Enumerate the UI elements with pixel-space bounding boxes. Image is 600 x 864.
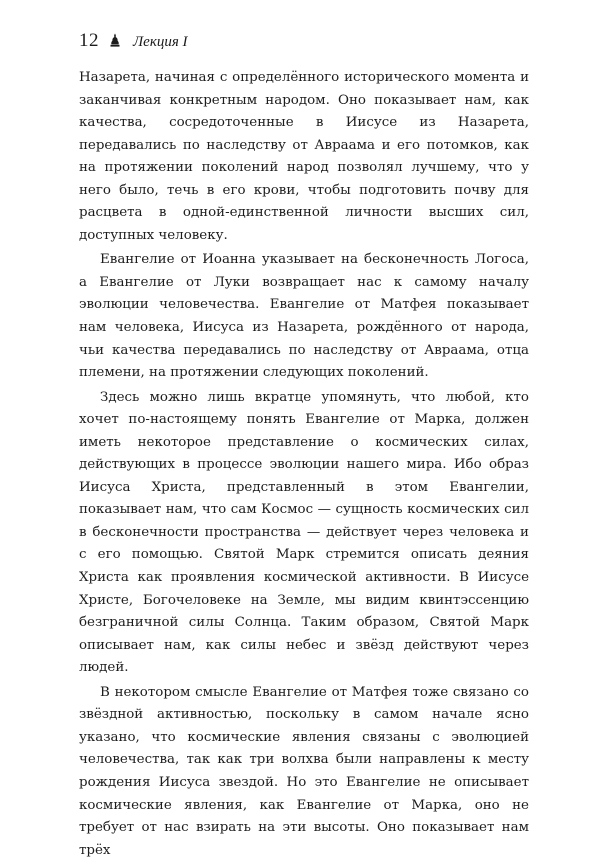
paragraph: Назарета, начиная с определённого исторического момента и заканчивая конкретным народом. Оно показывает нам, как качества, сосредоточенные в Иисусе из Назарета, передавались по наследству от Авраама и его потомков, как на протяжении поколений народ позволял лучшему, что у него было, течь в его крови, чтобы подготовить почву для расцвета в одной-единственной личности высших сил, доступных человеку. bbox=[79, 70, 529, 243]
page-header bbox=[79, 30, 188, 54]
paragraph: Евангелие от Иоанна указывает на бесконечность Логоса, а Евангелие от Луки возвращает нас к самому началу эволюции человечества. Евангелие от Матфея показывает нам человека, Иисуса из Назарета, рождённого от народа, чьи качества передавались по наследству от Авраама, отца племени, на протяжении следующих поколений. bbox=[79, 252, 529, 381]
running-head: Лекция I bbox=[133, 34, 188, 50]
paragraph: Здесь можно лишь вкратце упомянуть, что любой, кто хочет по-настоящему понять Евангелие от Марка, должен иметь некоторое представление о космических силах, действующих в процессе эволюции нашего мира. Ибо образ Иисуса Христа, представленный в этом Евангелии, показывает нам, что сам Космос — сущность космических сил в бесконечности пространства — действует через человека и с его помощью. Святой Марк стремится описать деяния Христа как проявления космической активности. В Иисусе Христе, Богочеловеке на Земле, мы видим квинтэссенцию безграничной силы Солнца. Таким образом, Святой Марк описывает нам, как силы небес и звёзд действуют через людей. bbox=[79, 389, 529, 676]
lamp-ornament-icon bbox=[109, 32, 121, 46]
paragraph: В некотором смысле Евангелие от Матфея тоже связано со звёздной активностью, поскольку в самом начале ясно указано, что космические явления связаны с эволюцией человечества, так как три волхва были направлены к месту рождения Иисуса звездой. Но это Евангелие не описывает космические явления, как Евангелие от Марка, оно не требует от нас взирать на эти высоты. Оно показывает нам трёх bbox=[79, 684, 529, 858]
page-number: 12 bbox=[79, 30, 99, 51]
body-text bbox=[79, 67, 529, 864]
